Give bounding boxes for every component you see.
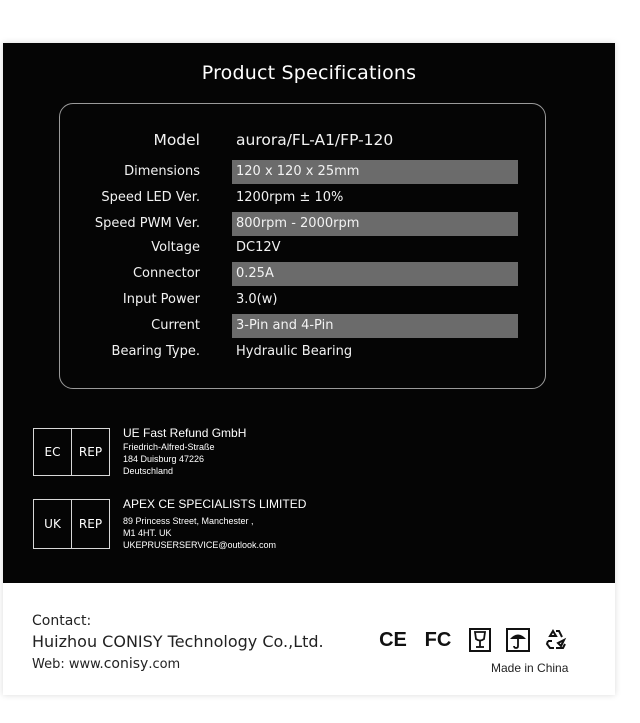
website (32, 656, 180, 672)
spec-row-connector (60, 262, 540, 286)
spec-value: DC12V (236, 240, 281, 255)
spec-row-input-power (60, 288, 540, 312)
web-prefix: Web: www. (32, 657, 104, 672)
made-in-label: Made in China (491, 661, 569, 675)
spec-value: Hydraulic Bearing (236, 344, 353, 359)
recycle-icon (543, 627, 569, 653)
web-suffix: .com (148, 657, 181, 672)
spec-label: Input Power (122, 292, 200, 307)
page-title: Product Specifications (201, 62, 417, 84)
uk-rep-badge (33, 499, 110, 549)
uk-rep-address (123, 497, 306, 551)
spec-row-bearing (60, 340, 540, 364)
spec-label: Model (153, 131, 200, 149)
spec-label: Speed PWM Ver. (94, 216, 200, 231)
fragile-icon (468, 627, 492, 653)
spec-value: 3.0(w) (236, 292, 278, 307)
uk-rep-line: M1 4HT. UK (123, 528, 172, 538)
spec-label: Dimensions (124, 164, 200, 179)
spec-label: Current (151, 318, 200, 333)
spec-value: 1200rpm ± 10% (236, 190, 344, 205)
spec-row-voltage (60, 236, 540, 260)
spec-row-speed-led (60, 186, 540, 210)
ec-rep-line: 184 Duisburg 47226 (123, 454, 205, 464)
ec-rep-line: Deutschland (123, 466, 174, 476)
spec-row-speed-pwm (60, 212, 540, 236)
rep-tag: REP (71, 500, 109, 548)
spec-label: Bearing Type. (111, 344, 200, 359)
spec-value: 0.25A (232, 262, 518, 286)
spec-value: 3-Pin and 4-Pin (232, 314, 518, 338)
keep-dry-icon (505, 627, 531, 653)
contact-label: Contact: (32, 613, 92, 629)
uk-rep-name: APEX CE SPECIALISTS LIMITED (123, 497, 307, 511)
uk-tag: UK (44, 517, 61, 531)
ec-rep-badge (33, 428, 110, 476)
uk-rep-line: UKEPRUSERSERVICE@outlook.com (123, 540, 277, 550)
spec-value: 800rpm - 2000rpm (232, 212, 518, 236)
uk-rep-line: 89 Princess Street, Manchester , (123, 516, 254, 526)
spec-label: Connector (132, 266, 200, 281)
company-name: Huizhou CONISY Technology Co.,Ltd. (32, 632, 324, 651)
web-brand: conisy (103, 656, 149, 672)
spec-value: 120 x 120 x 25mm (232, 160, 518, 184)
spec-label: Speed LED Ver. (101, 190, 200, 205)
fcc-mark-icon: FC (424, 628, 452, 651)
ec-rep-line: Friedrich-Alfred-Straße (123, 442, 215, 452)
ec-tag: EC (44, 445, 61, 459)
spec-row-current (60, 314, 540, 338)
ec-rep-address (123, 426, 246, 477)
spec-row-model (60, 128, 540, 152)
spec-value: aurora/FL-A1/FP-120 (236, 131, 394, 149)
ec-rep-name: UE Fast Refund GmbH (123, 426, 247, 440)
rep-tag: REP (71, 429, 109, 475)
spec-row-dimensions (60, 160, 540, 184)
spec-label: Voltage (151, 240, 200, 255)
ce-mark-icon: CE (379, 628, 407, 651)
